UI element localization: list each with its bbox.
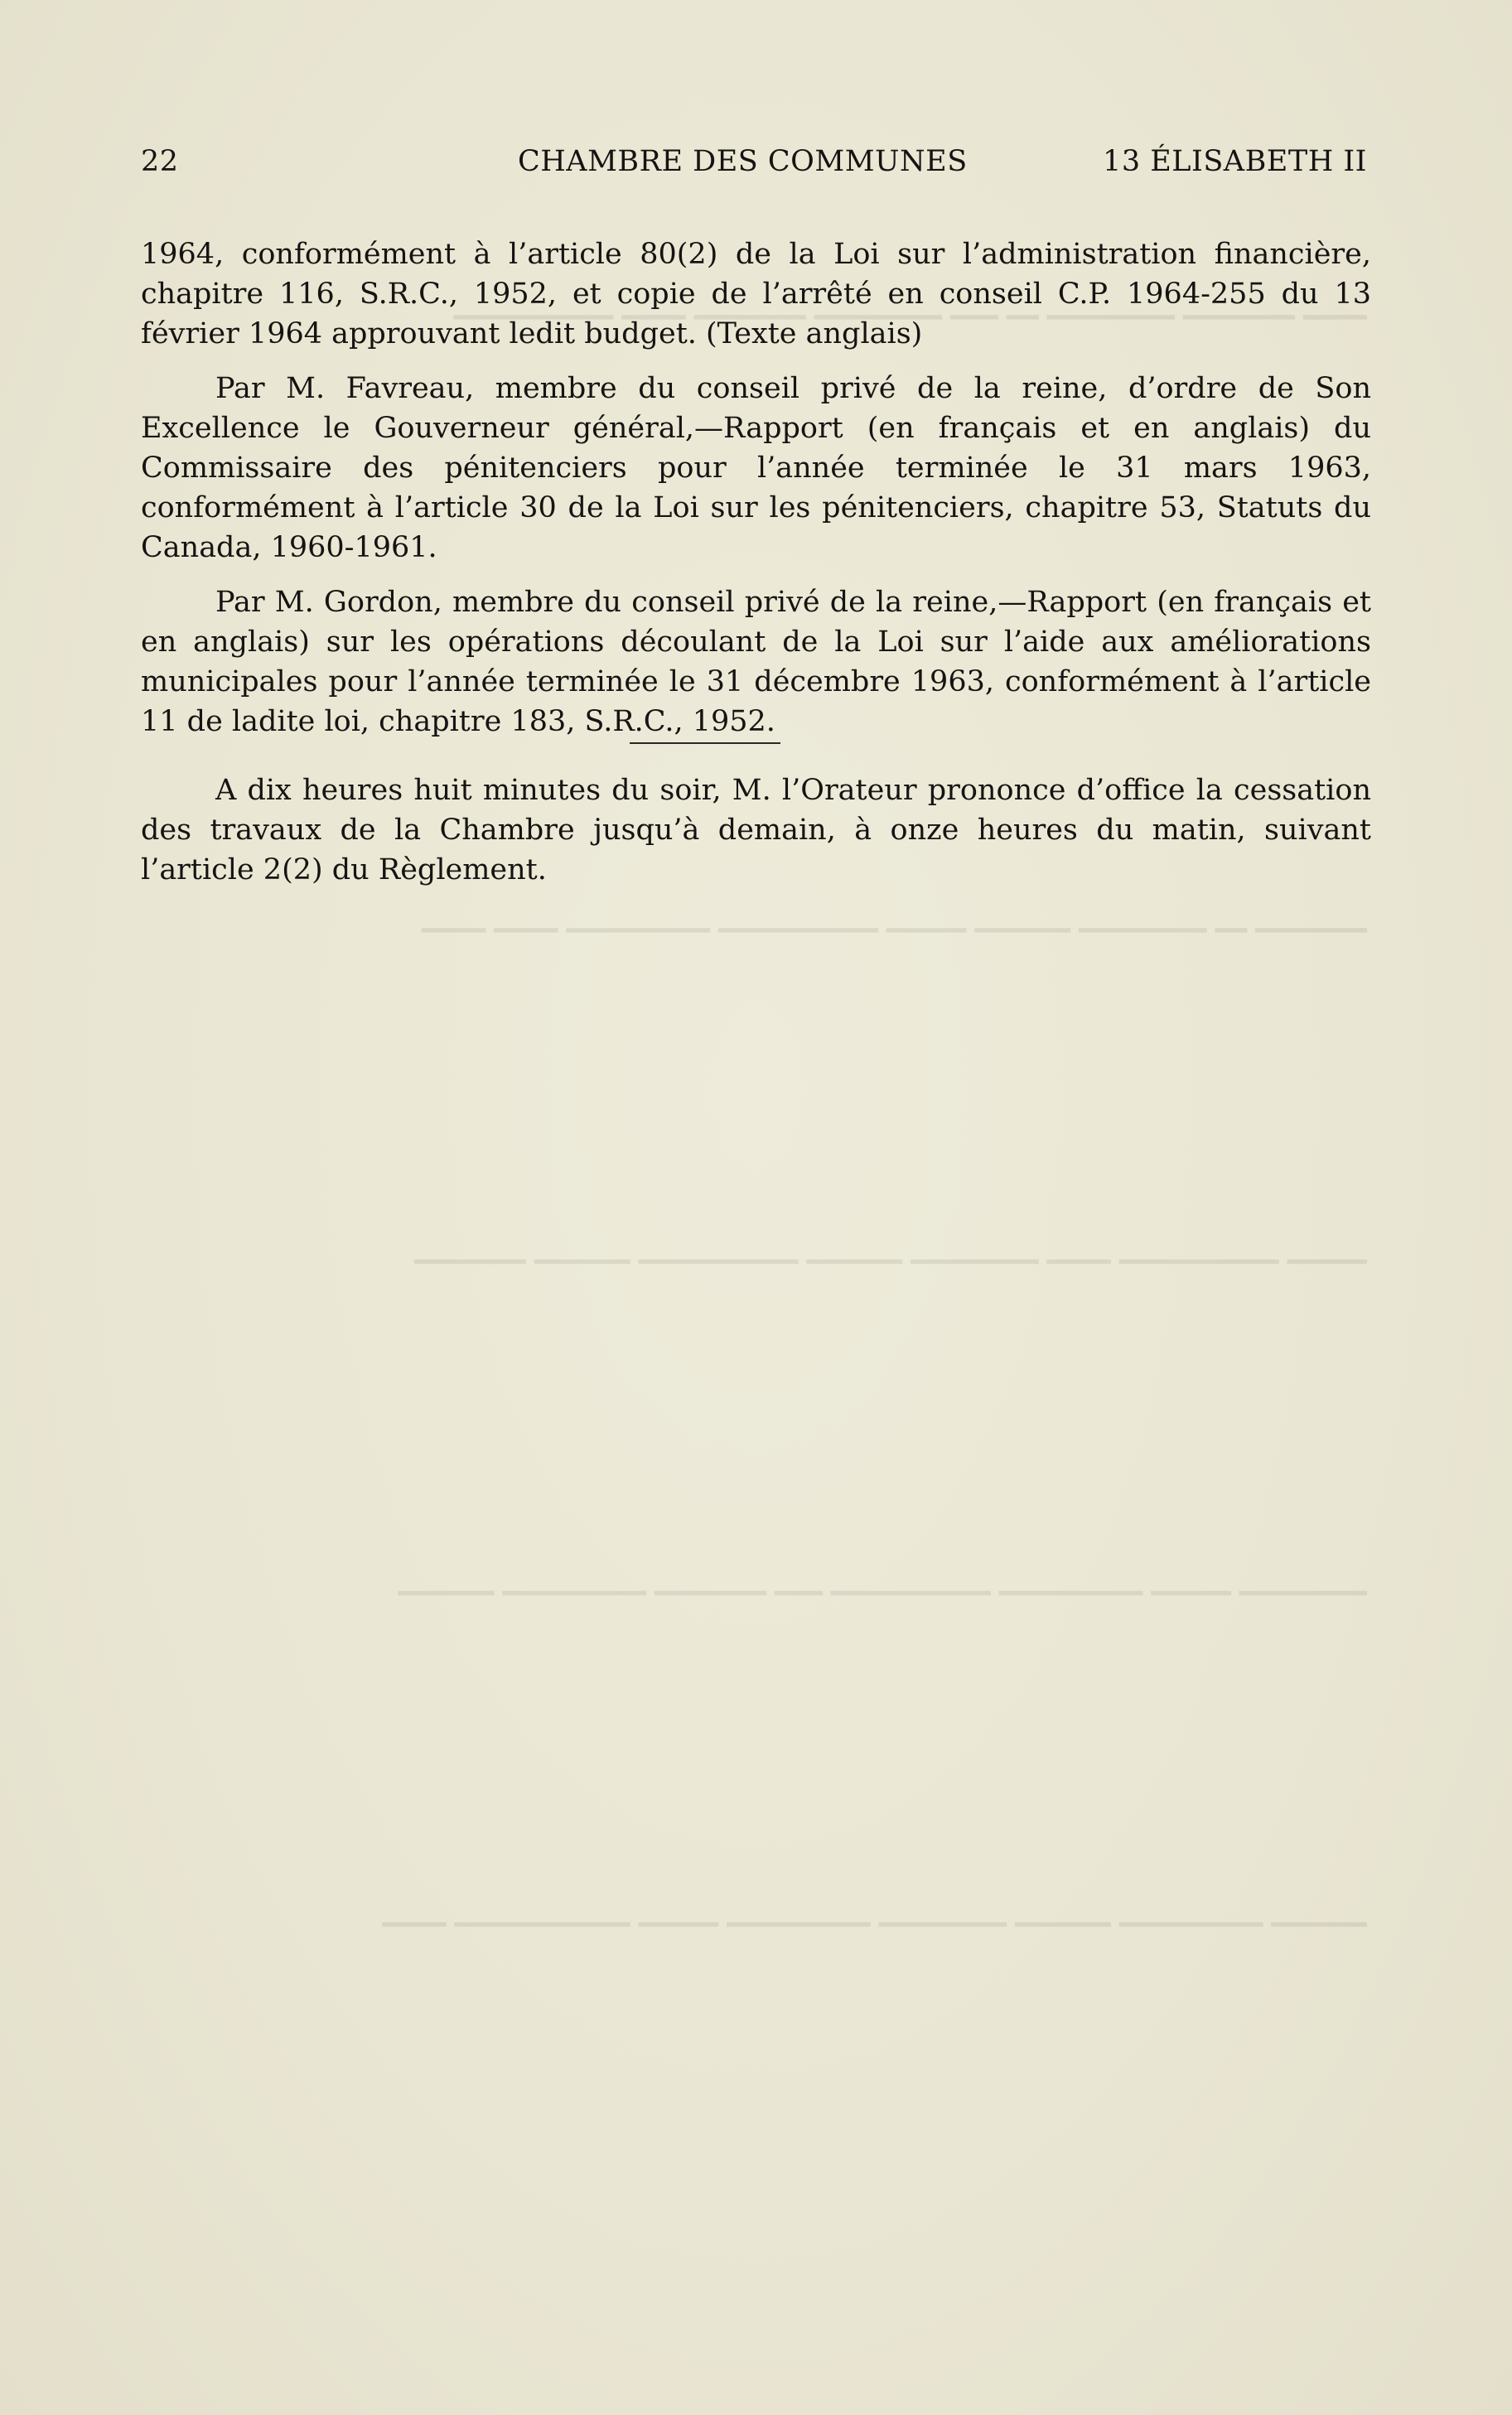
closing-section <box>141 770 1371 890</box>
running-header <box>141 145 1367 186</box>
paragraph-gordon: Par M. Gordon, membre du conseil privé de la reine,—Rapport (en français et en anglais) sur les opérations découlant de la Loi sur l’aide aux améliorations municipales pour l’année terminée le 31 décembre 1963, conformément à l’article 11 de ladite loi, chapitre 183, S.R.C., 1952. <box>141 586 1371 738</box>
show-through-text: ━━━━━━━ ━━ ━━━━━━━━ ━━━━━━ ━━━━━ ━━━━━━━━━━ ━━━━━━━━━ ━━━━ ━━━━ <box>422 915 1367 946</box>
show-through-text: ━━━━ ━━━━━━━ ━━━━━━━━ ━━ ━━━ ━━━━━━━━ ━━━━━━━ ━━━━ ━━━━━━━━━━ <box>453 302 1367 333</box>
show-through-text: ━━━━━━━━ ━━━━━ ━━━━━━━━━ ━━━━━━━━━━ ━━━ ━━━━━━━ ━━━━━━━━━ ━━━━━━ <box>398 1577 1367 1609</box>
show-through-text: ━━━━━━ ━━━━━━━━━ ━━━━━━ ━━━━━━━━ ━━━━━━━━━ ━━━━━ ━━━━━━━━━━━ ━━━━ <box>382 1909 1367 1940</box>
page-number: 22 <box>141 145 179 178</box>
section-divider <box>630 742 780 744</box>
show-through-text: ━━━━━ ━━━━━━━━━━ ━━━━ ━━━━━━━━ ━━━━━━ ━━━━━━━━━━ ━━━━━━ ━━━━━━━ <box>413 1246 1367 1278</box>
paragraph-continuation: 1964, conformément à l’article 80(2) de la Loi sur l’administration financière, chapitre 116, S.R.C., 1952, et copie de l’arrêté en conseil C.P. 1964-255 du 13 février 1964 approuvant ledit budget. (Texte anglais) <box>141 238 1371 350</box>
document-body <box>141 234 1371 741</box>
reign-label: 13 ÉLISABETH II <box>1103 145 1367 178</box>
paragraph-favreau: Par M. Favreau, membre du conseil privé de la reine, d’ordre de Son Excellence le Gouverneur général,—Rapport (en français et en anglais) du Commissaire des pénitenciers pour l’année terminée le 31 mars 1963, conformément à l’article 30 de la Loi sur les pénitenciers, chapitre 53, Statuts du Canada, 1960-1961. <box>141 372 1371 564</box>
running-title: CHAMBRE DES COMMUNES <box>518 145 968 178</box>
adjournment-paragraph: A dix heures huit minutes du soir, M. l’Orateur prononce d’office la cessation des travaux de la Chambre jusqu’à demain, à onze heures du matin, suivant l’article 2(2) du Règlement. <box>141 774 1371 886</box>
